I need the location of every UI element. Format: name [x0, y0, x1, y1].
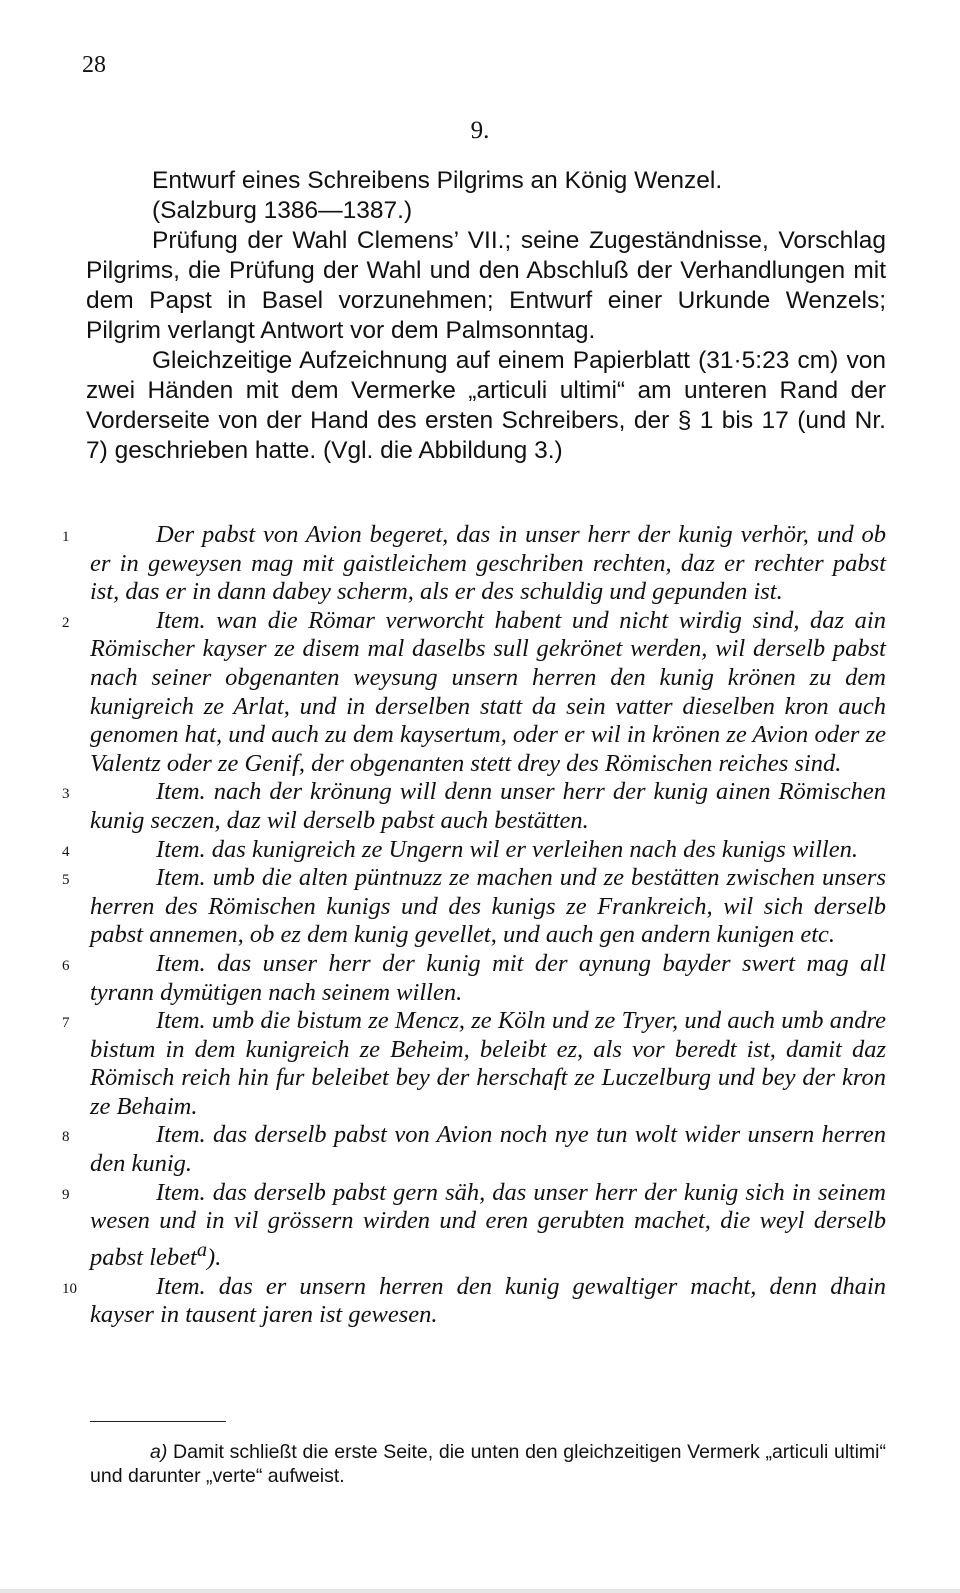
- document-body: [62, 521, 886, 1330]
- document-number: 9.: [470, 117, 490, 144]
- document-place-date: (Salzburg 1386—1387.): [152, 197, 413, 224]
- source-note: Gleichzeitige Aufzeichnung auf einem Papierblatt (31·5:23 cm) von zwei Händen mit dem Vermerke „articuli ultimi“ am unteren Rand der Vorderseite von der Hand des ersten Schreibers, der § 1 bis 17 (und Nr. 7) geschrieben hatte. (Vgl. die Abbildung 3.): [86, 347, 886, 464]
- paragraph-8: [62, 1121, 886, 1178]
- paragraph-text: Item. das er unsern herren den kunig gewaltiger macht, denn dhain kayser in tausent jaren ist gewesen.: [90, 1272, 886, 1329]
- paragraph-2: [62, 606, 886, 779]
- paragraph-number: 10: [62, 1280, 77, 1297]
- paragraph-text: Item. das derselb pabst gern säh, das unser herr der kunig sich in seinem wesen und in vil grössern wirden und eren gerubten machet, die weyl derselb pabst lebet: [90, 1178, 886, 1271]
- page-number: 28: [82, 52, 106, 78]
- footnote-mark: a): [150, 1441, 168, 1463]
- paragraph-number: 2: [62, 614, 70, 631]
- paragraph-text: Item. nach der krönung will denn unser herr der kunig ainen Römischen kunig seczen, daz wil derselb pabst auch bestätten.: [90, 778, 886, 834]
- paragraph-number: 7: [62, 1015, 70, 1032]
- paragraph-1: [62, 521, 886, 607]
- document-header: [86, 166, 886, 466]
- footnote-reference: a: [196, 1238, 208, 1261]
- footnote: [90, 1440, 886, 1488]
- paragraph-number: 4: [62, 843, 70, 860]
- paragraph-number: 9: [62, 1186, 70, 1203]
- paragraph-number: 3: [62, 786, 70, 803]
- paragraph-text: Item. das derselb pabst von Avion noch nye tun wolt wider unsern herren den kunig.: [90, 1121, 886, 1178]
- paragraph-number: 6: [62, 957, 70, 974]
- paragraph-10: [62, 1272, 886, 1330]
- footnote-text: Damit schließt die erste Seite, die unten den gleichzeitigen Vermerk „articuli ultimi“ und darunter „verte“ aufweist.: [90, 1441, 886, 1487]
- paragraph-text: Item. das kunigreich ze Ungern wil er verleihen nach des kunigs willen.: [156, 835, 858, 863]
- paragraph-9: [62, 1178, 886, 1273]
- paragraph-text: Item. umb die alten püntnuzz ze machen und ze bestätten zwischen unsers herren des Römischen kunigs und des kunigs ze Frankreich, wil sich derselb pabst annemen, ob ez dem kunig gevellet, und auch gen andern kunigen etc.: [90, 864, 886, 949]
- paragraph-5: [62, 864, 886, 950]
- paragraph-tail: ).: [207, 1244, 222, 1271]
- paragraph-7: [62, 1007, 886, 1121]
- footnote-divider: [90, 1421, 226, 1422]
- paragraph-number: 8: [62, 1129, 70, 1146]
- paragraph-text: Item. wan die Römar verworcht habent und nicht wirdig sind, daz ain Römischer kayser ze disem mal daselbs sull gekrönet werden, wil derselb pabst nach seiner obgenanten weysung unsern herren den kunig krönen zu dem kunigreich ze Arlat, und in derselben statt da sein vatter dieselben kron auch genomen hat, und auch zu dem kaysertum, oder er wil in krönen ze Avion oder ze Valentz oder ze Genif, der obgenanten stett drey des Römischen reiches sind.: [90, 606, 886, 777]
- paragraph-text: Der pabst von Avion begeret, das in unser herr der kunig verhör, und ob er in geweysen mag mit gaistleichem geschriben rechten, daz er rechter pabst ist, das er in dann dabey scherm, als er des schuldig und gepunden ist.: [90, 521, 886, 606]
- document-title: Entwurf eines Schreibens Pilgrims an König Wenzel.: [152, 167, 723, 194]
- paragraph-3: [62, 778, 886, 835]
- document-summary: Prüfung der Wahl Clemens’ VII.; seine Zugeständnisse, Vorschlag Pilgrims, die Prüfung der Wahl und den Abschluß der Verhandlungen mit dem Papst in Basel vorzunehmen; Entwurf einer Urkunde Wenzels; Pilgrim verlangt Antwort vor dem Palmsonntag.: [86, 227, 886, 344]
- scan-edge: [0, 1589, 960, 1593]
- paragraph-4: [62, 835, 886, 865]
- paragraph-text: Item. umb die bistum ze Mencz, ze Köln und ze Tryer, und auch umb andre bistum in dem kunigreich ze Beheim, beleibt ez, als vor beredt ist, damit daz Römisch reich hin fur beleibet bey der herschaft ze Luczelburg und bey der kron ze Behaim.: [90, 1007, 886, 1120]
- paragraph-number: 1: [62, 529, 70, 545]
- paragraph-number: 5: [62, 872, 70, 889]
- paragraph-6: [62, 949, 886, 1007]
- paragraph-text: Item. das unser herr der kunig mit der aynung bayder swert mag all tyrann dymütigen nach seinem willen.: [90, 949, 886, 1006]
